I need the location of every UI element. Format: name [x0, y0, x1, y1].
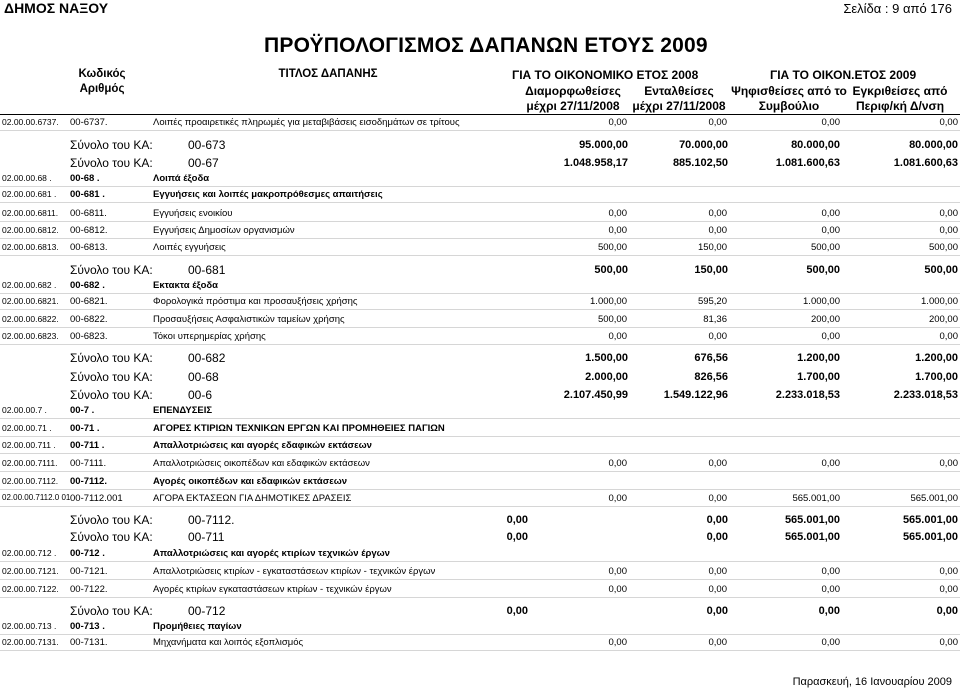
- row-divider: [0, 650, 960, 651]
- row-divider: [0, 436, 960, 437]
- row-divider: [0, 561, 960, 562]
- description-cell: Μηχανήματα και λοιπός εξοπλισμός: [153, 637, 304, 648]
- value-cell: 565.001,00: [910, 493, 958, 504]
- number-cell: 00-68 .: [70, 173, 100, 184]
- number-cell: 00-7112.: [70, 476, 107, 487]
- subtotal-value: 1.048.958,17: [563, 157, 628, 169]
- value-cell: 1.000,00: [803, 296, 840, 307]
- subtotal-label: Σύνολο του ΚΑ:: [70, 263, 153, 277]
- description-cell: Τόκοι υπερημερίας χρήσης: [153, 331, 266, 342]
- code-cell: 02.00.00.712 .: [2, 548, 57, 558]
- description-header: ΤΙΤΛΟΣ ΔΑΠΑΝΗΣ: [278, 68, 378, 80]
- organization-name: ΔΗΜΟΣ ΝΑΞΟΥ: [4, 0, 109, 16]
- subtotal-value: 0,00: [506, 531, 528, 543]
- row-divider: [0, 327, 960, 328]
- value-cell: 0,00: [939, 458, 958, 469]
- number-cell: 00-7121.: [70, 566, 108, 577]
- subtotal-value: 2.000,00: [585, 371, 628, 383]
- subtotal-label: Σύνολο του ΚΑ:: [70, 388, 153, 402]
- row-divider: [0, 506, 960, 507]
- code-cell: 02.00.00.68 .: [2, 173, 52, 183]
- description-cell: Λοιπές προαιρετικές πληρωμές για μεταβιβάσεις εισοδημάτων σε τρίτους: [153, 117, 460, 128]
- number-cell: 00-711 .: [70, 440, 105, 451]
- value-cell: 0,00: [708, 493, 727, 504]
- value-cell: 150,00: [697, 242, 727, 253]
- value-cell: 0,00: [821, 225, 840, 236]
- number-cell: 00-7111.: [70, 458, 107, 469]
- description-cell: Απαλλοτριώσεις κτιρίων - εγκαταστάσεων κτιρίων - τεχνικών έργων: [153, 566, 436, 577]
- code-cell: 02.00.00.713 .: [2, 621, 57, 631]
- col-approved-line2: Περιφ/κή Δ/νση: [855, 99, 945, 113]
- description-cell: Εγγυήσεις και λοιπές μακροπρόθεσμες απαιτήσεις: [153, 189, 383, 200]
- value-cell: 0,00: [939, 566, 958, 577]
- value-cell: 0,00: [708, 117, 727, 128]
- description-cell: Εγγυήσεις Δημοσίων οργανισμών: [153, 225, 295, 236]
- value-cell: 0,00: [821, 458, 840, 469]
- subtotal-value: 0,00: [706, 605, 728, 617]
- description-cell: Απαλλοτριώσεις και αγορές εδαφικών εκτάσεων: [153, 440, 372, 451]
- code-header-line2: Αριθμός: [79, 83, 125, 95]
- value-cell: 595,20: [697, 296, 727, 307]
- row-divider: [0, 309, 960, 310]
- subtotal-number: 00-68: [188, 370, 219, 384]
- col-issued-line1: Ενταλθείσες: [644, 84, 714, 98]
- subtotal-label: Σύνολο του ΚΑ:: [70, 370, 153, 384]
- number-cell: 00-7122.: [70, 584, 108, 595]
- value-cell: 500,00: [810, 242, 840, 253]
- subtotal-label: Σύνολο του ΚΑ:: [70, 156, 153, 170]
- value-cell: 1.000,00: [590, 296, 627, 307]
- row-divider: [0, 344, 960, 345]
- value-cell: 0,00: [939, 637, 958, 648]
- number-cell: 00-6811.: [70, 208, 107, 219]
- col-shaped-line2: μέχρι 27/11/2008: [526, 99, 620, 113]
- group-2009-header: ΓΙΑ ΤΟ ΟΙΚΟΝ.ΕΤΟΣ 2009: [770, 68, 917, 82]
- value-cell: 0,00: [939, 331, 958, 342]
- subtotal-value: 565.001,00: [784, 514, 840, 526]
- number-cell: 00-7112.001: [70, 493, 123, 504]
- subtotal-value: 1.500,00: [585, 352, 628, 364]
- subtotal-value: 676,56: [694, 352, 728, 364]
- value-cell: 0,00: [939, 117, 958, 128]
- value-cell: 200,00: [810, 314, 840, 325]
- number-cell: 00-713 .: [70, 621, 105, 632]
- description-cell: Εγγυήσεις ενοικίου: [153, 208, 233, 219]
- subtotal-number: 00-681: [188, 263, 226, 277]
- subtotal-value: 0,00: [506, 605, 528, 617]
- number-cell: 00-6813.: [70, 242, 108, 253]
- code-cell: 02.00.00.6813.: [2, 242, 59, 252]
- subtotal-value: 0,00: [818, 605, 840, 617]
- subtotal-value: 500,00: [924, 264, 958, 276]
- header-rule: [0, 114, 960, 115]
- subtotal-value: 1.200,00: [797, 352, 840, 364]
- subtotal-value: 2.233.018,53: [775, 389, 840, 401]
- subtotal-value: 150,00: [694, 264, 728, 276]
- code-header-line1: Κωδικός: [78, 68, 126, 80]
- subtotal-value: 95.000,00: [579, 139, 628, 151]
- value-cell: 0,00: [821, 566, 840, 577]
- description-cell: ΕΠΕΝΔΥΣΕΙΣ: [153, 405, 213, 416]
- value-cell: 0,00: [608, 458, 627, 469]
- description-cell: Εκτακτα έξοδα: [153, 280, 219, 291]
- code-cell: 02.00.00.6823.: [2, 331, 59, 341]
- subtotal-value: 1.081.600,63: [893, 157, 958, 169]
- number-cell: 00-6737.: [70, 117, 108, 128]
- code-cell: 02.00.00.7122.: [2, 584, 59, 594]
- number-cell: 00-6812.: [70, 225, 108, 236]
- col-shaped-header: [518, 84, 628, 114]
- page-title: ΠΡΟΫΠΟΛΟΓΙΣΜΟΣ ΔΑΠΑΝΩΝ ΕΤΟΥΣ 2009: [264, 34, 708, 57]
- value-cell: 0,00: [708, 637, 727, 648]
- code-cell: 02.00.00.7 .: [2, 405, 47, 415]
- value-cell: 0,00: [708, 225, 727, 236]
- number-cell: 00-7131.: [70, 637, 108, 648]
- value-cell: 0,00: [821, 637, 840, 648]
- value-cell: 0,00: [708, 331, 727, 342]
- col-voted-header: [727, 84, 851, 114]
- value-cell: 0,00: [821, 331, 840, 342]
- col-approved-line1: Εγκριθείσες από: [852, 84, 948, 98]
- description-cell: Απαλλοτριώσεις και αγορές κτιρίων τεχνικών έργων: [153, 548, 390, 559]
- group-2008-header: ΓΙΑ ΤΟ ΟΙΚΟΝΟΜΙΚΟ ΕΤΟΣ 2008: [512, 68, 699, 82]
- subtotal-value: 1.549.122,96: [663, 389, 728, 401]
- value-cell: 0,00: [821, 584, 840, 595]
- value-cell: 0,00: [708, 208, 727, 219]
- subtotal-value: 2.233.018,53: [893, 389, 958, 401]
- subtotal-label: Σύνολο του ΚΑ:: [70, 604, 153, 618]
- col-shaped-line1: Διαμορφωθείσες: [525, 84, 621, 98]
- col-issued-header: [626, 84, 732, 114]
- value-cell: 0,00: [821, 208, 840, 219]
- number-cell: 00-712 .: [70, 548, 105, 559]
- description-cell: ΑΓΟΡΕΣ ΚΤΙΡΙΩΝ ΤΕΧΝΙΚΩΝ ΕΡΓΩΝ ΚΑΙ ΠΡΟΜΗΘΕΙΕΣ ΠΑΓΙΩΝ: [153, 423, 445, 434]
- subtotal-label: Σύνολο του ΚΑ:: [70, 351, 153, 365]
- subtotal-value: 500,00: [806, 264, 840, 276]
- code-cell: 02.00.00.6811.: [2, 208, 59, 218]
- subtotal-value: 1.200,00: [915, 352, 958, 364]
- value-cell: 81,36: [703, 314, 727, 325]
- code-cell: 02.00.00.6812.: [2, 225, 59, 235]
- subtotal-value: 0,00: [706, 514, 728, 526]
- subtotal-value: 70.000,00: [679, 139, 728, 151]
- number-cell: 00-6821.: [70, 296, 108, 307]
- subtotal-number: 00-673: [188, 138, 226, 152]
- subtotal-label: Σύνολο του ΚΑ:: [70, 138, 153, 152]
- value-cell: 0,00: [821, 117, 840, 128]
- value-cell: 0,00: [608, 637, 627, 648]
- code-cell: 02.00.00.682 .: [2, 280, 57, 290]
- description-cell: Απαλλοτριώσεις οικοπέδων και εδαφικών εκτάσεων: [153, 458, 370, 469]
- subtotal-label: Σύνολο του ΚΑ:: [70, 530, 153, 544]
- code-cell: 02.00.00.6821.: [2, 296, 59, 306]
- col-approved-header: [840, 84, 960, 114]
- row-divider: [0, 221, 960, 222]
- code-cell: 02.00.00.7131.: [2, 637, 59, 647]
- value-cell: 0,00: [708, 458, 727, 469]
- row-divider: [0, 489, 960, 490]
- subtotal-value: 1.700,00: [797, 371, 840, 383]
- code-cell: 02.00.00.7121.: [2, 566, 59, 576]
- col-issued-line2: μέχρι 27/11/2008: [632, 99, 726, 113]
- number-cell: 00-682 .: [70, 280, 105, 291]
- code-header: [62, 67, 142, 97]
- row-divider: [0, 293, 960, 294]
- row-divider: [0, 579, 960, 580]
- value-cell: 0,00: [939, 584, 958, 595]
- value-cell: 500,00: [928, 242, 958, 253]
- description-cell: Αγορές οικοπέδων και εδαφικών εκτάσεων: [153, 476, 348, 487]
- subtotal-value: 826,56: [694, 371, 728, 383]
- subtotal-number: 00-682: [188, 351, 226, 365]
- description-cell: Φορολογικά πρόστιμα και προσαυξήσεις χρήσης: [153, 296, 358, 307]
- col-voted-line1: Ψηφισθείσες από το: [731, 84, 847, 98]
- col-voted-line2: Συμβούλιο: [758, 99, 820, 113]
- code-cell: 02.00.00.6822.: [2, 314, 59, 324]
- description-cell: Προμήθειες παγίων: [153, 621, 242, 632]
- subtotal-number: 00-711: [188, 530, 225, 544]
- number-cell: 00-6822.: [70, 314, 108, 325]
- code-cell: 02.00.00.71 .: [2, 423, 52, 433]
- description-cell: ΑΓΟΡΑ ΕΚΤΑΣΕΩΝ ΓΙΑ ΔΗΜΟΤΙΚΕΣ ΔΡΑΣΕΙΣ: [153, 493, 352, 504]
- value-cell: 0,00: [708, 584, 727, 595]
- subtotal-value: 1.081.600,63: [775, 157, 840, 169]
- value-cell: 0,00: [608, 208, 627, 219]
- number-cell: 00-7 .: [70, 405, 95, 416]
- value-cell: 200,00: [928, 314, 958, 325]
- subtotal-value: 2.107.450,99: [563, 389, 628, 401]
- code-cell: 02.00.00.7112.0 01: [2, 493, 71, 502]
- subtotal-value: 0,00: [506, 514, 528, 526]
- value-cell: 0,00: [608, 117, 627, 128]
- description-cell: Προσαυξήσεις Ασφαλιστικών ταμείων χρήσης: [153, 314, 345, 325]
- description-cell: Λοιπές εγγυήσεις: [153, 242, 226, 253]
- subtotal-number: 00-7112.: [188, 513, 235, 527]
- row-divider: [0, 186, 960, 187]
- subtotal-value: 1.700,00: [915, 371, 958, 383]
- row-divider: [0, 597, 960, 598]
- subtotal-value: 500,00: [594, 264, 628, 276]
- value-cell: 0,00: [939, 208, 958, 219]
- value-cell: 500,00: [597, 314, 627, 325]
- subtotal-value: 565.001,00: [784, 531, 840, 543]
- value-cell: 0,00: [608, 331, 627, 342]
- subtotal-value: 80.000,00: [791, 139, 840, 151]
- subtotal-value: 0,00: [936, 605, 958, 617]
- row-divider: [0, 453, 960, 454]
- number-cell: 00-6823.: [70, 331, 108, 342]
- subtotal-number: 00-67: [188, 156, 219, 170]
- row-divider: [0, 202, 960, 203]
- value-cell: 0,00: [608, 584, 627, 595]
- value-cell: 500,00: [597, 242, 627, 253]
- value-cell: 0,00: [608, 566, 627, 577]
- subtotal-value: 0,00: [706, 531, 728, 543]
- value-cell: 0,00: [608, 493, 627, 504]
- subtotal-number: 00-712: [188, 604, 226, 618]
- code-cell: 02.00.00.711 .: [2, 440, 56, 450]
- row-divider: [0, 418, 960, 419]
- subtotal-label: Σύνολο του ΚΑ:: [70, 513, 153, 527]
- description-cell: Λοιπά έξοδα: [153, 173, 210, 184]
- code-cell: 02.00.00.6737.: [2, 117, 59, 127]
- subtotal-value: 885.102,50: [672, 157, 728, 169]
- row-divider: [0, 471, 960, 472]
- code-cell: 02.00.00.681 .: [2, 189, 57, 199]
- row-divider: [0, 238, 960, 239]
- value-cell: 0,00: [939, 225, 958, 236]
- subtotal-value: 80.000,00: [909, 139, 958, 151]
- description-cell: Αγορές κτιρίων εγκαταστάσεων κτιρίων - τεχνικών έργων: [153, 584, 392, 595]
- page-indicator: Σελίδα : 9 από 176: [843, 1, 952, 16]
- value-cell: 0,00: [708, 566, 727, 577]
- row-divider: [0, 130, 960, 131]
- subtotal-number: 00-6: [188, 388, 213, 402]
- subtotal-value: 565.001,00: [902, 514, 958, 526]
- row-divider: [0, 255, 960, 256]
- number-cell: 00-71 .: [70, 423, 100, 434]
- value-cell: 1.000,00: [921, 296, 958, 307]
- value-cell: 565.001,00: [792, 493, 840, 504]
- code-cell: 02.00.00.7112.: [2, 476, 59, 486]
- number-cell: 00-681 .: [70, 189, 105, 200]
- value-cell: 0,00: [608, 225, 627, 236]
- row-divider: [0, 634, 960, 635]
- footer-date: Παρασκευή, 16 Ιανουαρίου 2009: [792, 676, 952, 688]
- subtotal-value: 565.001,00: [902, 531, 958, 543]
- code-cell: 02.00.00.7111.: [2, 458, 58, 468]
